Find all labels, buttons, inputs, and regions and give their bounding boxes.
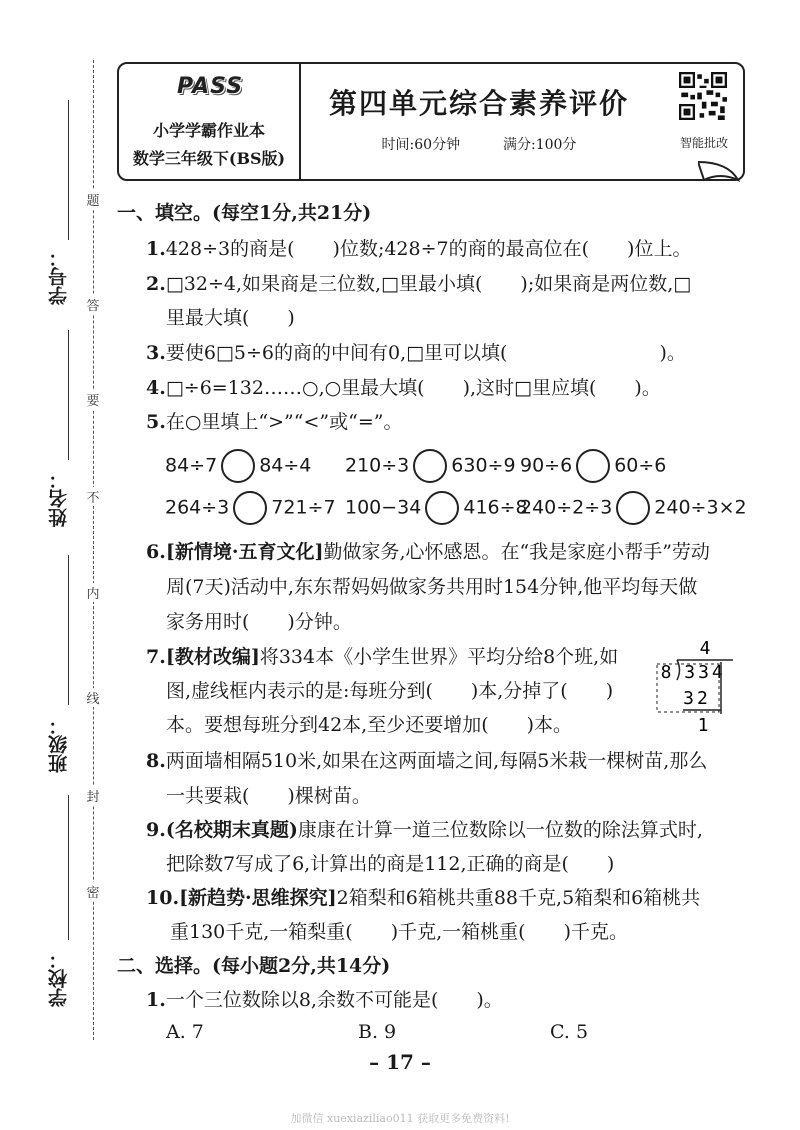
page-number: – 17 – [369, 1050, 431, 1074]
seal-char: 题 [82, 190, 104, 209]
question-1 [146, 237, 691, 261]
footer-watermark: 加微信 xuexiaziliao011 获取更多免费资料! [290, 1112, 510, 1125]
name-label: 姓名： [47, 470, 70, 527]
page-title: 第四单元综合素养评价 [328, 87, 629, 120]
school-line[interactable] [68, 795, 69, 940]
question-number: 1. [146, 238, 166, 260]
question-tag: [新情境·五育文化] [165, 541, 324, 563]
compare-circle[interactable] [576, 449, 610, 483]
question-4 [146, 376, 661, 400]
question-text: □÷6=132……○,○里最大填( ),这时□里应填( )。 [165, 377, 661, 399]
question-number: 4. [146, 377, 166, 399]
exam-info [309, 134, 649, 154]
question-6 [146, 540, 710, 564]
page-curl-decoration [698, 160, 740, 182]
question-text: □32÷4,如果商是三位数,□里最小填( );如果商是两位数,□ [165, 273, 692, 295]
question-text: 要使6□5÷6的商的中间有0,□里可以填( )。 [165, 342, 686, 364]
question-number: 10. [146, 887, 180, 909]
class-line[interactable] [68, 555, 69, 705]
division-dividend: 334 [684, 662, 726, 683]
question-9-line2: 把除数7写成了6,计算出的商是112,正确的商是( ) [166, 853, 615, 875]
name-line[interactable] [68, 330, 69, 460]
seal-char: 要 [82, 390, 104, 409]
long-division-figure [655, 636, 735, 736]
question-tag: [新趋势·思维探究] [179, 887, 337, 909]
question-8-line2: 一共要栽( )棵树苗。 [166, 785, 371, 807]
series-panel [119, 64, 301, 179]
qr-code-icon[interactable] [679, 72, 727, 120]
question-8 [146, 749, 707, 773]
division-remainder: 1 [697, 715, 709, 736]
compare-item: 90÷6 60÷6 [520, 449, 666, 483]
question-3 [146, 341, 686, 365]
question-6-line2: 周(7天)活动中,东东帮妈妈做家务共用时154分钟,他平均每天做 [166, 576, 698, 598]
question-text: 一个三位数除以8,余数不可能是( )。 [165, 989, 503, 1011]
question-number: 8. [146, 750, 166, 772]
question-number: 7. [146, 646, 166, 668]
question-number: 2. [146, 273, 166, 295]
section-1-heading: 一、填空。(每空1分,共21分) [117, 202, 372, 224]
compare-item: 84÷7 84÷4 [165, 449, 311, 483]
compare-item: 240÷2÷3 240÷3×2 [520, 491, 747, 525]
question-10-line2: 重130千克,一箱梨重( )千克,一箱桃重( )千克。 [170, 921, 628, 943]
question-text: 两面墙相隔510米,如果在这两面墙之间,每隔5米栽一棵树苗,那么 [165, 750, 708, 772]
student-id-line[interactable] [68, 100, 69, 240]
question-7-line3: 本。要想每班分到42本,至少还要增加( )本。 [166, 714, 573, 736]
question-text: 勤做家务,心怀感恩。在“我是家庭小帮手”劳动 [323, 541, 710, 563]
question-tag: [教材改编] [165, 646, 260, 668]
question-10 [146, 886, 700, 910]
series-name: 小学学霸作业本 [152, 121, 265, 140]
compare-circle[interactable] [413, 449, 447, 483]
question-2-cont: 里最大填( ) [166, 307, 295, 329]
question-9 [146, 818, 703, 842]
compare-circle[interactable] [425, 491, 459, 525]
pass-logo: PASS [177, 74, 244, 99]
seal-char: 内 [82, 583, 104, 602]
division-quotient: 4 [699, 638, 711, 659]
option-a[interactable]: A. 7 [166, 1021, 204, 1043]
division-divisor: 8 [660, 662, 672, 683]
full-score: 满分:100分 [502, 137, 577, 153]
question-number: 5. [146, 411, 166, 433]
compare-item: 264÷3 721÷7 [165, 491, 336, 525]
compare-circle[interactable] [616, 491, 650, 525]
choice-question-1 [146, 988, 503, 1012]
compare-item: 210÷3 630÷9 [345, 449, 516, 483]
school-label: 学校： [47, 950, 70, 1007]
seal-char: 密 [82, 882, 104, 901]
seal-char: 答 [82, 295, 104, 314]
section-2-heading: 二、选择。(每小题2分,共14分) [117, 955, 391, 977]
question-tag: (名校期末真题) [165, 819, 298, 841]
question-text: 将334本《小学生世界》平均分给8个班,如 [259, 646, 619, 668]
question-number: 9. [146, 819, 166, 841]
question-text: 康康在计算一道三位数除以一位数的除法算式时, [297, 819, 703, 841]
student-id-label: 学号： [47, 248, 70, 305]
question-text: 2箱梨和6箱桃共重88千克,5箱梨和6箱桃共 [336, 887, 701, 909]
worksheet-header [117, 62, 745, 181]
division-product: 32 [683, 688, 711, 709]
question-2 [146, 272, 691, 296]
question-7 [146, 645, 618, 669]
time-limit: 时间:60分钟 [381, 137, 461, 153]
option-b[interactable]: B. 9 [358, 1021, 397, 1043]
compare-item: 100−34 416÷8 [345, 491, 528, 525]
question-text: 428÷3的商是( )位数;428÷7的商的最高位在( )位上。 [165, 238, 692, 260]
question-5 [146, 410, 402, 434]
question-number: 6. [146, 541, 166, 563]
question-number: 1. [146, 989, 166, 1011]
qr-caption: 智能批改 [679, 136, 728, 150]
option-c[interactable]: C. 5 [550, 1021, 589, 1043]
seal-char: 线 [82, 688, 104, 707]
question-6-line3: 家务用时( )分钟。 [166, 611, 352, 633]
seal-char: 不 [82, 487, 104, 506]
series-grade: 数学三年级下(BS版) [132, 149, 286, 168]
question-number: 3. [146, 342, 166, 364]
compare-circle[interactable] [221, 449, 255, 483]
class-label: 班级： [47, 716, 70, 773]
question-text: 在○里填上“>”“<”或“=”。 [165, 411, 403, 433]
question-7-line2: 图,虚线框内表示的是:每班分到( )本,分掉了( ) [166, 680, 614, 702]
seal-char: 封 [82, 786, 104, 805]
compare-circle[interactable] [233, 491, 267, 525]
